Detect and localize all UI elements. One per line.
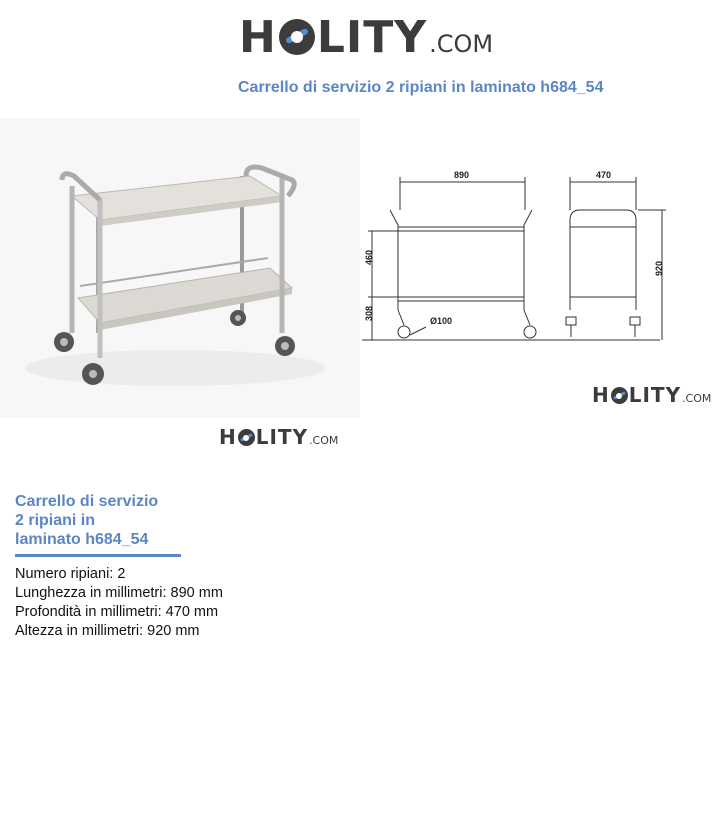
product-title-line: Carrello di servizio (15, 493, 159, 510)
logo-suffix: .COM (682, 392, 712, 405)
holity-logo-drawing (592, 384, 711, 406)
spec-item-depth: Profondità in millimetri: 470 mm (15, 604, 219, 620)
logo-suffix: .COM (429, 30, 494, 58)
logo-o-icon (279, 19, 315, 55)
spec-item-shelves: Numero ripiani: 2 (15, 566, 126, 582)
dimension-shelf-gap: 460 (364, 249, 374, 265)
logo-word: LITY (255, 425, 309, 449)
product-image (0, 118, 360, 418)
page-title: Carrello di servizio 2 ripiani in laminato h684_54 (238, 79, 604, 96)
logo-letter-h: H (219, 425, 237, 449)
logo-letter-h: H (592, 383, 610, 407)
dimension-length: 890 (454, 170, 470, 180)
logo-letter-h: H (239, 12, 277, 63)
spec-list (15, 565, 223, 641)
holity-logo-photo (219, 426, 338, 448)
spec-item-height: Altezza in millimetri: 920 mm (15, 623, 200, 639)
logo-suffix: .COM (309, 434, 339, 447)
logo-word: LITY (628, 383, 682, 407)
title-divider (15, 554, 181, 557)
product-title-line: laminato h684_54 (15, 531, 149, 548)
dimension-lower-height: 308 (364, 305, 374, 321)
dimension-depth: 470 (596, 170, 612, 180)
product-title-line: 2 ripiani in (15, 512, 96, 529)
logo-o-icon (611, 387, 628, 404)
dimension-total-height: 920 (654, 260, 664, 276)
holity-logo[interactable] (239, 14, 493, 62)
dimension-wheel: Ø100 (430, 316, 453, 326)
logo-o-icon (238, 429, 255, 446)
logo-word: LITY (316, 12, 428, 63)
technical-drawing (360, 165, 670, 345)
product-title (15, 492, 215, 549)
spec-item-length: Lunghezza in millimetri: 890 mm (15, 585, 223, 601)
